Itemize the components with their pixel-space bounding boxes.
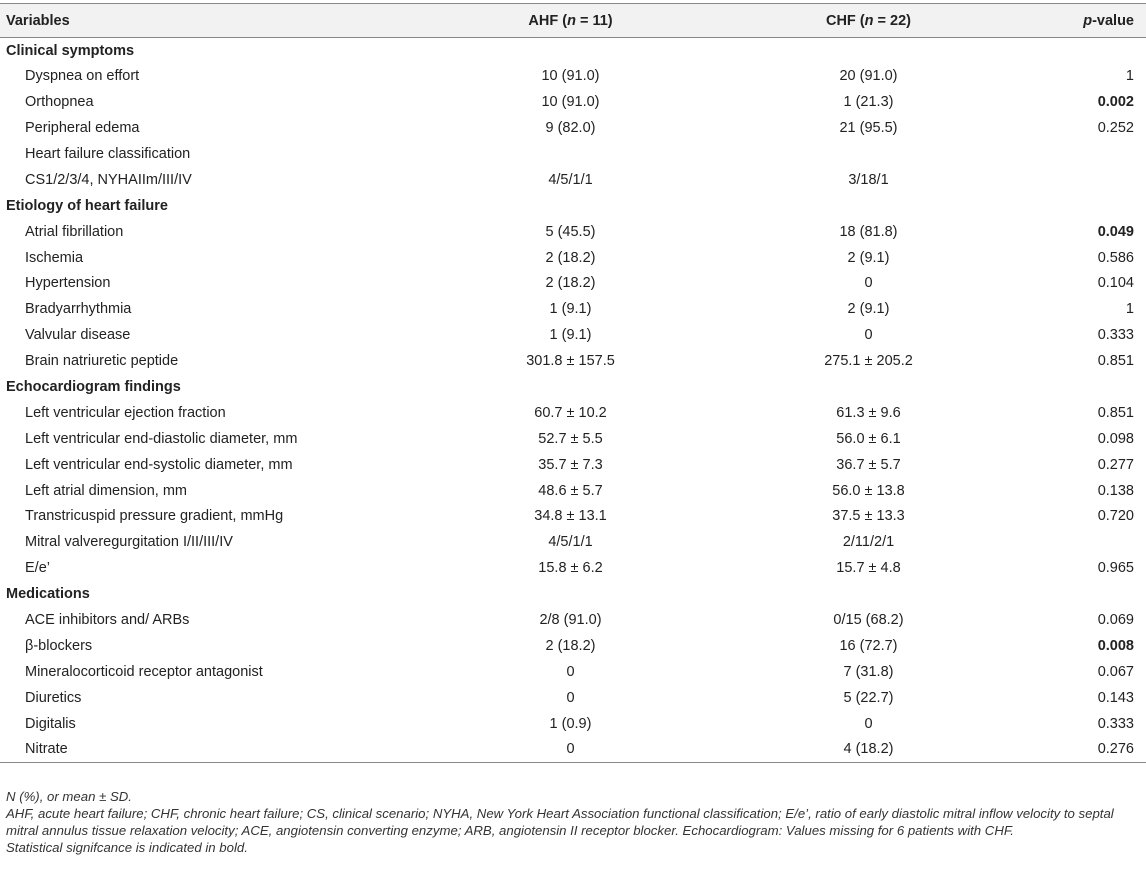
table-row bbox=[0, 245, 1146, 271]
variable-cell: Heart failure classification bbox=[25, 146, 191, 162]
chf-cell: 16 (72.7) bbox=[839, 637, 898, 654]
pvalue-cell: 0.851 bbox=[1097, 353, 1134, 370]
ahf-cell: 2/8 (91.0) bbox=[539, 612, 602, 629]
variable-cell: Bradyarrhythmia bbox=[25, 301, 132, 318]
ahf-cell: 5 (45.5) bbox=[545, 223, 596, 240]
header-chf: CHF (n = 22) bbox=[723, 4, 1014, 38]
chf-cell: 1 (21.3) bbox=[843, 94, 894, 111]
pvalue-cell: 0.965 bbox=[1097, 560, 1134, 577]
variable-cell: Nitrate bbox=[0, 737, 418, 763]
variable-cell: Transtricuspid pressure gradient, mmHg bbox=[25, 508, 284, 525]
chf-cell: 7 (31.8) bbox=[843, 663, 894, 680]
variable-cell: E/e’ bbox=[25, 560, 50, 577]
variable-cell: Diuretics bbox=[25, 689, 82, 706]
table-row bbox=[0, 167, 1146, 193]
table-row bbox=[0, 555, 1146, 581]
ahf-cell: 0 bbox=[418, 737, 723, 763]
table-row bbox=[0, 529, 1146, 555]
section-title: Etiology of heart failure bbox=[6, 197, 168, 214]
footnote-abbreviations: AHF, acute heart failure; CHF, chronic heart failure; CS, clinical scenario; NYHA, New York Heart Association functional classification; E/e’, ratio of early diastolic mitral inflow velocity to septal mitral annulus tissue relaxation velocity; ACE, angiotensin converting enzyme; ARB, angiotensin II receptor blocker. Echocardiogram: Values missing for 6 patients with CHF. bbox=[6, 806, 1114, 838]
pvalue-cell: 0.049 bbox=[1097, 223, 1134, 240]
section-header-row bbox=[0, 193, 1146, 219]
variable-cell: Digitalis bbox=[25, 715, 76, 732]
ahf-cell: 2 (18.2) bbox=[545, 275, 596, 292]
pvalue-cell: 0.104 bbox=[1097, 275, 1134, 292]
pvalue-cell: 0.333 bbox=[1097, 715, 1134, 732]
variable-cell: Left ventricular end-systolic diameter, mm bbox=[25, 456, 293, 473]
table-footnotes bbox=[6, 788, 1140, 856]
pvalue-cell: 0.098 bbox=[1097, 430, 1134, 447]
variable-cell: Left ventricular end-diastolic diameter, mm bbox=[25, 430, 298, 447]
header-ahf: AHF (n = 11) bbox=[418, 4, 723, 38]
ahf-cell: 1 (9.1) bbox=[549, 301, 592, 318]
pvalue-cell: 1 bbox=[1125, 68, 1134, 85]
pvalue-cell: 0.333 bbox=[1097, 327, 1134, 344]
chf-cell bbox=[723, 141, 1014, 167]
table-row bbox=[0, 89, 1146, 115]
characteristics-table bbox=[0, 3, 1146, 763]
chf-cell: 3/18/1 bbox=[848, 171, 889, 188]
variable-cell: Left atrial dimension, mm bbox=[25, 482, 187, 499]
section-title: Echocardiogram findings bbox=[6, 379, 181, 396]
chf-cell: 61.3 ± 9.6 bbox=[836, 404, 901, 421]
ahf-cell: 301.8 ± 157.5 bbox=[526, 353, 615, 370]
chf-cell: 18 (81.8) bbox=[839, 223, 898, 240]
ahf-cell: 0 bbox=[566, 689, 575, 706]
section-title: Medications bbox=[6, 586, 90, 603]
table-row bbox=[0, 141, 1146, 167]
chf-cell: 2 (9.1) bbox=[847, 301, 890, 318]
pvalue-cell: 0.067 bbox=[1097, 663, 1134, 680]
table-header-row bbox=[0, 4, 1146, 38]
variable-cell: CS1/2/3/4, NYHAIIm/III/IV bbox=[25, 171, 192, 188]
ahf-cell: 0 bbox=[566, 663, 575, 680]
chf-cell: 21 (95.5) bbox=[839, 120, 898, 137]
variable-cell: Brain natriuretic peptide bbox=[25, 353, 179, 370]
chf-cell: 0 bbox=[864, 327, 873, 344]
variable-cell: Atrial fibrillation bbox=[25, 223, 124, 240]
table-row bbox=[0, 478, 1146, 504]
section-header-row bbox=[0, 374, 1146, 400]
table-row bbox=[0, 63, 1146, 89]
table-row bbox=[0, 737, 1146, 763]
table-row bbox=[0, 504, 1146, 530]
variable-cell: Orthopnea bbox=[25, 94, 94, 111]
pvalue-cell: 0.851 bbox=[1097, 404, 1134, 421]
pvalue-cell bbox=[1014, 141, 1146, 167]
ahf-cell bbox=[418, 141, 723, 167]
variable-cell: Valvular disease bbox=[25, 327, 131, 344]
ahf-cell: 1 (0.9) bbox=[549, 715, 592, 732]
pvalue-cell: 1 bbox=[1125, 301, 1134, 318]
ahf-cell: 15.8 ± 6.2 bbox=[538, 560, 603, 577]
table-row bbox=[0, 348, 1146, 374]
variable-cell: Hypertension bbox=[25, 275, 111, 292]
chf-cell: 37.5 ± 13.3 bbox=[832, 508, 905, 525]
table-row bbox=[0, 685, 1146, 711]
footnote-significance: Statistical signifcance is indicated in bold. bbox=[6, 840, 248, 855]
variable-cell: β-blockers bbox=[25, 637, 93, 654]
table-row bbox=[0, 607, 1146, 633]
table-row bbox=[0, 322, 1146, 348]
chf-cell: 2/11/2/1 bbox=[842, 534, 895, 551]
pvalue-cell bbox=[1014, 529, 1146, 555]
table-row bbox=[0, 452, 1146, 478]
pvalue-cell: 0.008 bbox=[1097, 637, 1134, 654]
ahf-cell: 1 (9.1) bbox=[549, 327, 592, 344]
footnote-legend: N (%), or mean ± SD. bbox=[6, 789, 132, 804]
chf-cell: 0/15 (68.2) bbox=[833, 612, 904, 629]
table-row bbox=[0, 271, 1146, 297]
pvalue-cell: 0.586 bbox=[1097, 249, 1134, 266]
header-variables: Variables bbox=[0, 4, 418, 38]
chf-cell: 275.1 ± 205.2 bbox=[824, 353, 913, 370]
pvalue-cell: 0.069 bbox=[1097, 612, 1134, 629]
ahf-cell: 48.6 ± 5.7 bbox=[538, 482, 603, 499]
table-row bbox=[0, 659, 1146, 685]
chf-cell: 5 (22.7) bbox=[843, 689, 894, 706]
ahf-cell: 4/5/1/1 bbox=[548, 171, 593, 188]
chf-cell: 0 bbox=[864, 275, 873, 292]
ahf-cell: 60.7 ± 10.2 bbox=[534, 404, 607, 421]
ahf-cell: 9 (82.0) bbox=[545, 120, 596, 137]
table-row bbox=[0, 633, 1146, 659]
chf-cell: 20 (91.0) bbox=[839, 68, 898, 85]
pvalue-cell bbox=[1014, 167, 1146, 193]
variable-cell: Left ventricular ejection fraction bbox=[25, 404, 226, 421]
ahf-cell: 2 (18.2) bbox=[545, 637, 596, 654]
pvalue-cell: 0.002 bbox=[1097, 94, 1134, 111]
ahf-cell: 35.7 ± 7.3 bbox=[538, 456, 603, 473]
ahf-cell: 10 (91.0) bbox=[541, 68, 600, 85]
pvalue-cell: 0.277 bbox=[1097, 456, 1134, 473]
ahf-cell: 10 (91.0) bbox=[541, 94, 600, 111]
table-row bbox=[0, 115, 1146, 141]
ahf-cell: 34.8 ± 13.1 bbox=[534, 508, 607, 525]
table-body bbox=[0, 38, 1146, 763]
table-row bbox=[0, 426, 1146, 452]
chf-cell: 4 (18.2) bbox=[723, 737, 1014, 763]
section-title: Clinical symptoms bbox=[6, 42, 135, 59]
variable-cell: Mineralocorticoid receptor antagonist bbox=[25, 663, 263, 680]
pvalue-cell: 0.252 bbox=[1097, 120, 1134, 137]
ahf-cell: 2 (18.2) bbox=[545, 249, 596, 266]
table-row bbox=[0, 711, 1146, 737]
chf-cell: 36.7 ± 5.7 bbox=[836, 456, 901, 473]
section-header-row bbox=[0, 38, 1146, 64]
header-pvalue: p-value bbox=[1014, 4, 1146, 38]
pvalue-cell: 0.276 bbox=[1014, 737, 1146, 763]
pvalue-cell: 0.143 bbox=[1097, 689, 1134, 706]
table-row bbox=[0, 400, 1146, 426]
section-header-row bbox=[0, 581, 1146, 607]
ahf-cell: 4/5/1/1 bbox=[548, 534, 593, 551]
pvalue-cell: 0.720 bbox=[1097, 508, 1134, 525]
chf-cell: 2 (9.1) bbox=[847, 249, 890, 266]
variable-cell: Peripheral edema bbox=[25, 120, 140, 137]
chf-cell: 56.0 ± 6.1 bbox=[836, 430, 901, 447]
chf-cell: 0 bbox=[864, 715, 873, 732]
table-row bbox=[0, 296, 1146, 322]
chf-cell: 56.0 ± 13.8 bbox=[832, 482, 905, 499]
pvalue-cell: 0.138 bbox=[1097, 482, 1134, 499]
variable-cell: Ischemia bbox=[25, 249, 84, 266]
ahf-cell: 52.7 ± 5.5 bbox=[538, 430, 603, 447]
table-row bbox=[0, 219, 1146, 245]
variable-cell: Mitral valveregurgitation I/II/III/IV bbox=[25, 534, 233, 551]
variable-cell: Dyspnea on effort bbox=[25, 68, 140, 85]
chf-cell: 15.7 ± 4.8 bbox=[836, 560, 901, 577]
variable-cell: ACE inhibitors and/ ARBs bbox=[25, 612, 190, 629]
